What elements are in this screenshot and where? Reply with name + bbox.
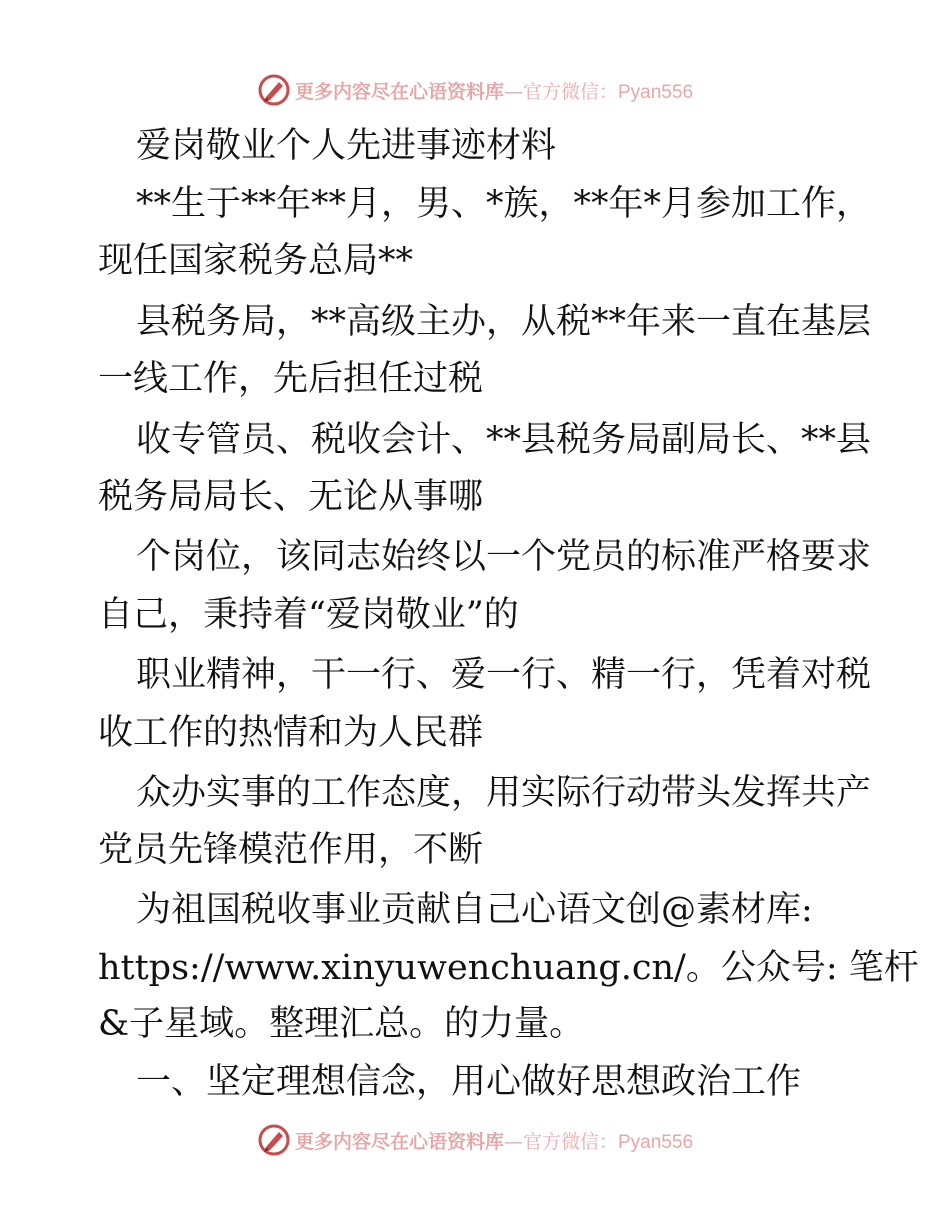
paragraph-line: 为祖国税收事业贡献自己心语文创@素材库: — [136, 890, 813, 930]
header-banner-text: 更多内容尽在心语资料库—官方微信：Pyan556 — [294, 80, 694, 103]
url-line: https://www.xinyuwenchuang.cn/。公众号: 笔杆 — [98, 948, 919, 988]
pen-seal-icon — [257, 73, 291, 107]
paragraph-line: 县税务局，**高级主办，从税**年来一直在基层 — [136, 302, 872, 342]
paragraph-line: 税务局局长、无论从事哪 — [98, 477, 484, 517]
footer-banner — [0, 1120, 950, 1160]
pen-seal-icon — [257, 1123, 291, 1157]
footer-banner-text: 更多内容尽在心语资料库—官方微信：Pyan556 — [294, 1130, 694, 1153]
paragraph-line: 现任国家税务总局** — [98, 241, 414, 281]
paragraph-line: 自己，秉持着“爱岗敬业”的 — [98, 595, 519, 635]
document-title: 爱岗敬业个人先进事迹材料 — [136, 126, 557, 166]
paragraph-line: 一线工作，先后担任过税 — [98, 359, 484, 399]
header-banner — [0, 70, 950, 110]
paragraph-line: **生于**年**月，男、*族，**年*月参加工作， — [136, 184, 872, 224]
paragraph-line: 个岗位，该同志始终以一个党员的标准严格要求 — [136, 537, 872, 577]
paragraph-line: 众办实事的工作态度，用实际行动带头发挥共产 — [136, 773, 872, 813]
paragraph-line: 收工作的热情和为人民群 — [98, 713, 484, 753]
paragraph-line: 党员先锋模范作用，不断 — [98, 830, 484, 870]
paragraph-line: 职业精神，干一行、爱一行、精一行，凭着对税 — [136, 655, 872, 695]
section-heading: 一、坚定理想信念，用心做好思想政治工作 — [136, 1062, 802, 1102]
paragraph-line: 收专管员、税收会计、**县税务局副局长、**县 — [136, 420, 872, 460]
paragraph-line: &子星域。整理汇总。的力量。 — [98, 1004, 585, 1044]
